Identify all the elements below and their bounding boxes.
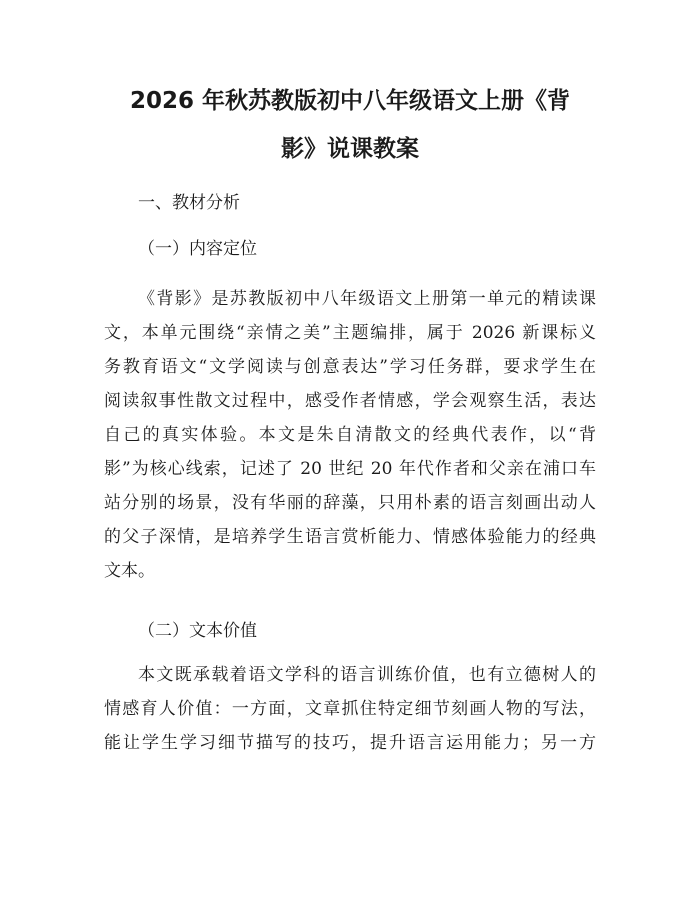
paragraph-line: 影”为核心线索，记述了 20 世纪 20 年代作者和父亲在浦口车	[104, 459, 596, 479]
document-title-line-1: 2026 年秋苏教版初中八年级语文上册《背	[129, 88, 571, 114]
document-title-line-2: 影》说课教案	[281, 136, 419, 162]
paragraph-line: 站分别的场景，没有华丽的辞藻，只用朴素的语言刻画出动人	[104, 493, 596, 513]
paragraph-line: 情感育人价值：一方面，文章抓住特定细节刻画人物的写法，	[104, 699, 596, 719]
subheading-text-value: （二）文本价值	[138, 621, 257, 641]
paragraph-line: 文，本单元围绕“亲情之美”主题编排，属于 2026 新课标义	[104, 323, 596, 343]
paragraph-line: 文本。	[104, 561, 155, 581]
paragraph-line: 能让学生学习细节描写的技巧，提升语言运用能力；另一方	[104, 733, 596, 753]
section-heading-textbook-analysis: 一、教材分析	[138, 193, 240, 213]
paragraph-line: 阅读叙事性散文过程中，感受作者情感，学会观察生活，表达	[104, 391, 596, 411]
paragraph-line: 本文既承载着语文学科的语言训练价值，也有立德树人的	[138, 665, 596, 685]
paragraph-line: 务教育语文“文学阅读与创意表达”学习任务群，要求学生在	[104, 357, 596, 377]
paragraph-line: 自己的真实体验。本文是朱自清散文的经典代表作，以“背	[104, 425, 596, 445]
paragraph-line: 的父子深情，是培养学生语言赏析能力、情感体验能力的经典	[104, 527, 596, 547]
subheading-content-positioning: （一）内容定位	[138, 239, 257, 259]
paragraph-line: 《背影》是苏教版初中八年级语文上册第一单元的精读课	[138, 289, 596, 309]
